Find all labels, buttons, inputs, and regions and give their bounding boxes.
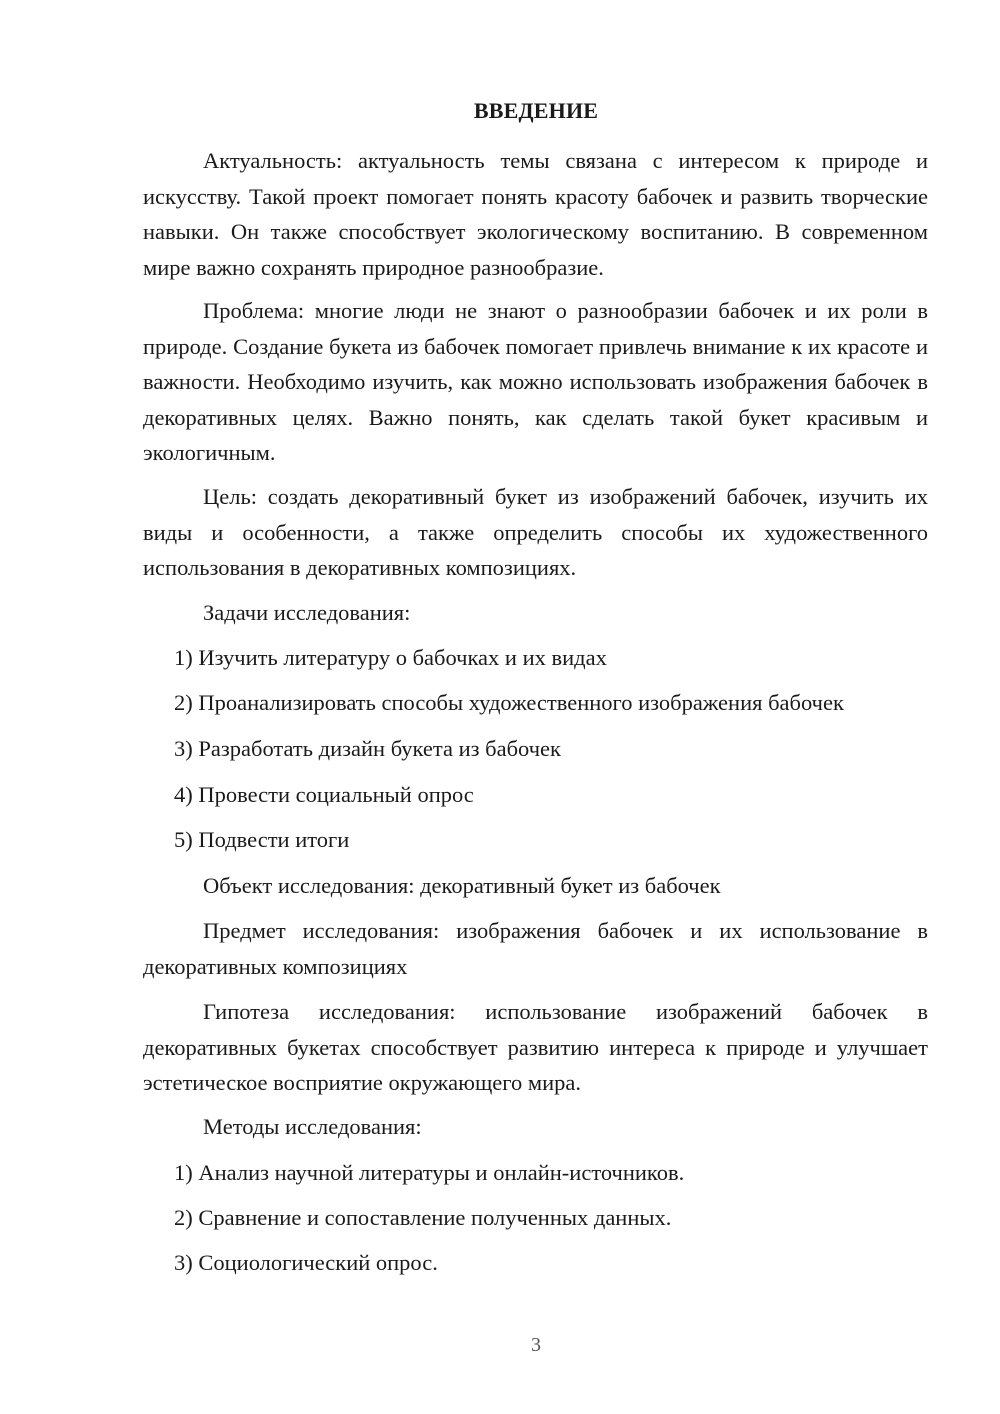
task-item: 5) Подвести итоги: [174, 827, 350, 852]
section-heading: ВВЕДЕНИЕ: [473, 98, 599, 123]
paragraph-relevance: Актуальность: актуальность темы связана с интересом к природе и искусству. Такой проект помогает понять красоту бабочек и развить творческие навыки. Он также способствует экологическому воспитанию. В современном мире важно сохранять природное разнообразие.: [143, 148, 928, 280]
tasks-heading: Задачи исследования:: [203, 600, 411, 625]
paragraph-goal: Цель: создать декоративный букет из изображений бабочек, изучить их виды и особенности, а также определить способы их художественного использования в декоративных композициях.: [143, 484, 928, 580]
paragraph-hypothesis: Гипотеза исследования: использование изображений бабочек в декоративных букетах способствует развитию интереса к природе и улучшает эстетическое восприятие окружающего мира.: [143, 999, 928, 1095]
paragraph-subject: Предмет исследования: изображения бабочек и их использование в декоративных композициях: [143, 918, 928, 979]
task-item: 1) Изучить литературу о бабочках и их видах: [174, 645, 607, 670]
methods-heading: Методы исследования:: [203, 1114, 422, 1139]
method-item: 3) Социологический опрос.: [174, 1250, 438, 1275]
method-item: 1) Анализ научной литературы и онлайн-источников.: [174, 1160, 685, 1185]
task-item: 4) Провести социальный опрос: [174, 782, 474, 807]
paragraph-problem: Проблема: многие люди не знают о разнообразии бабочек и их роли в природе. Создание букета из бабочек помогает привлечь внимание к их красоте и важности. Необходимо изучить, как можно использовать изображения бабочек в декоративных целях. Важно понять, как сделать такой букет красивым и экологичным.: [143, 298, 928, 465]
method-item: 2) Сравнение и сопоставление полученных данных.: [174, 1205, 672, 1230]
research-object: Объект исследования: декоративный букет из бабочек: [203, 873, 721, 898]
task-item: 3) Разработать дизайн букета из бабочек: [174, 736, 561, 761]
page-number: 3: [531, 1334, 541, 1356]
task-item: 2) Проанализировать способы художественного изображения бабочек: [174, 690, 844, 715]
